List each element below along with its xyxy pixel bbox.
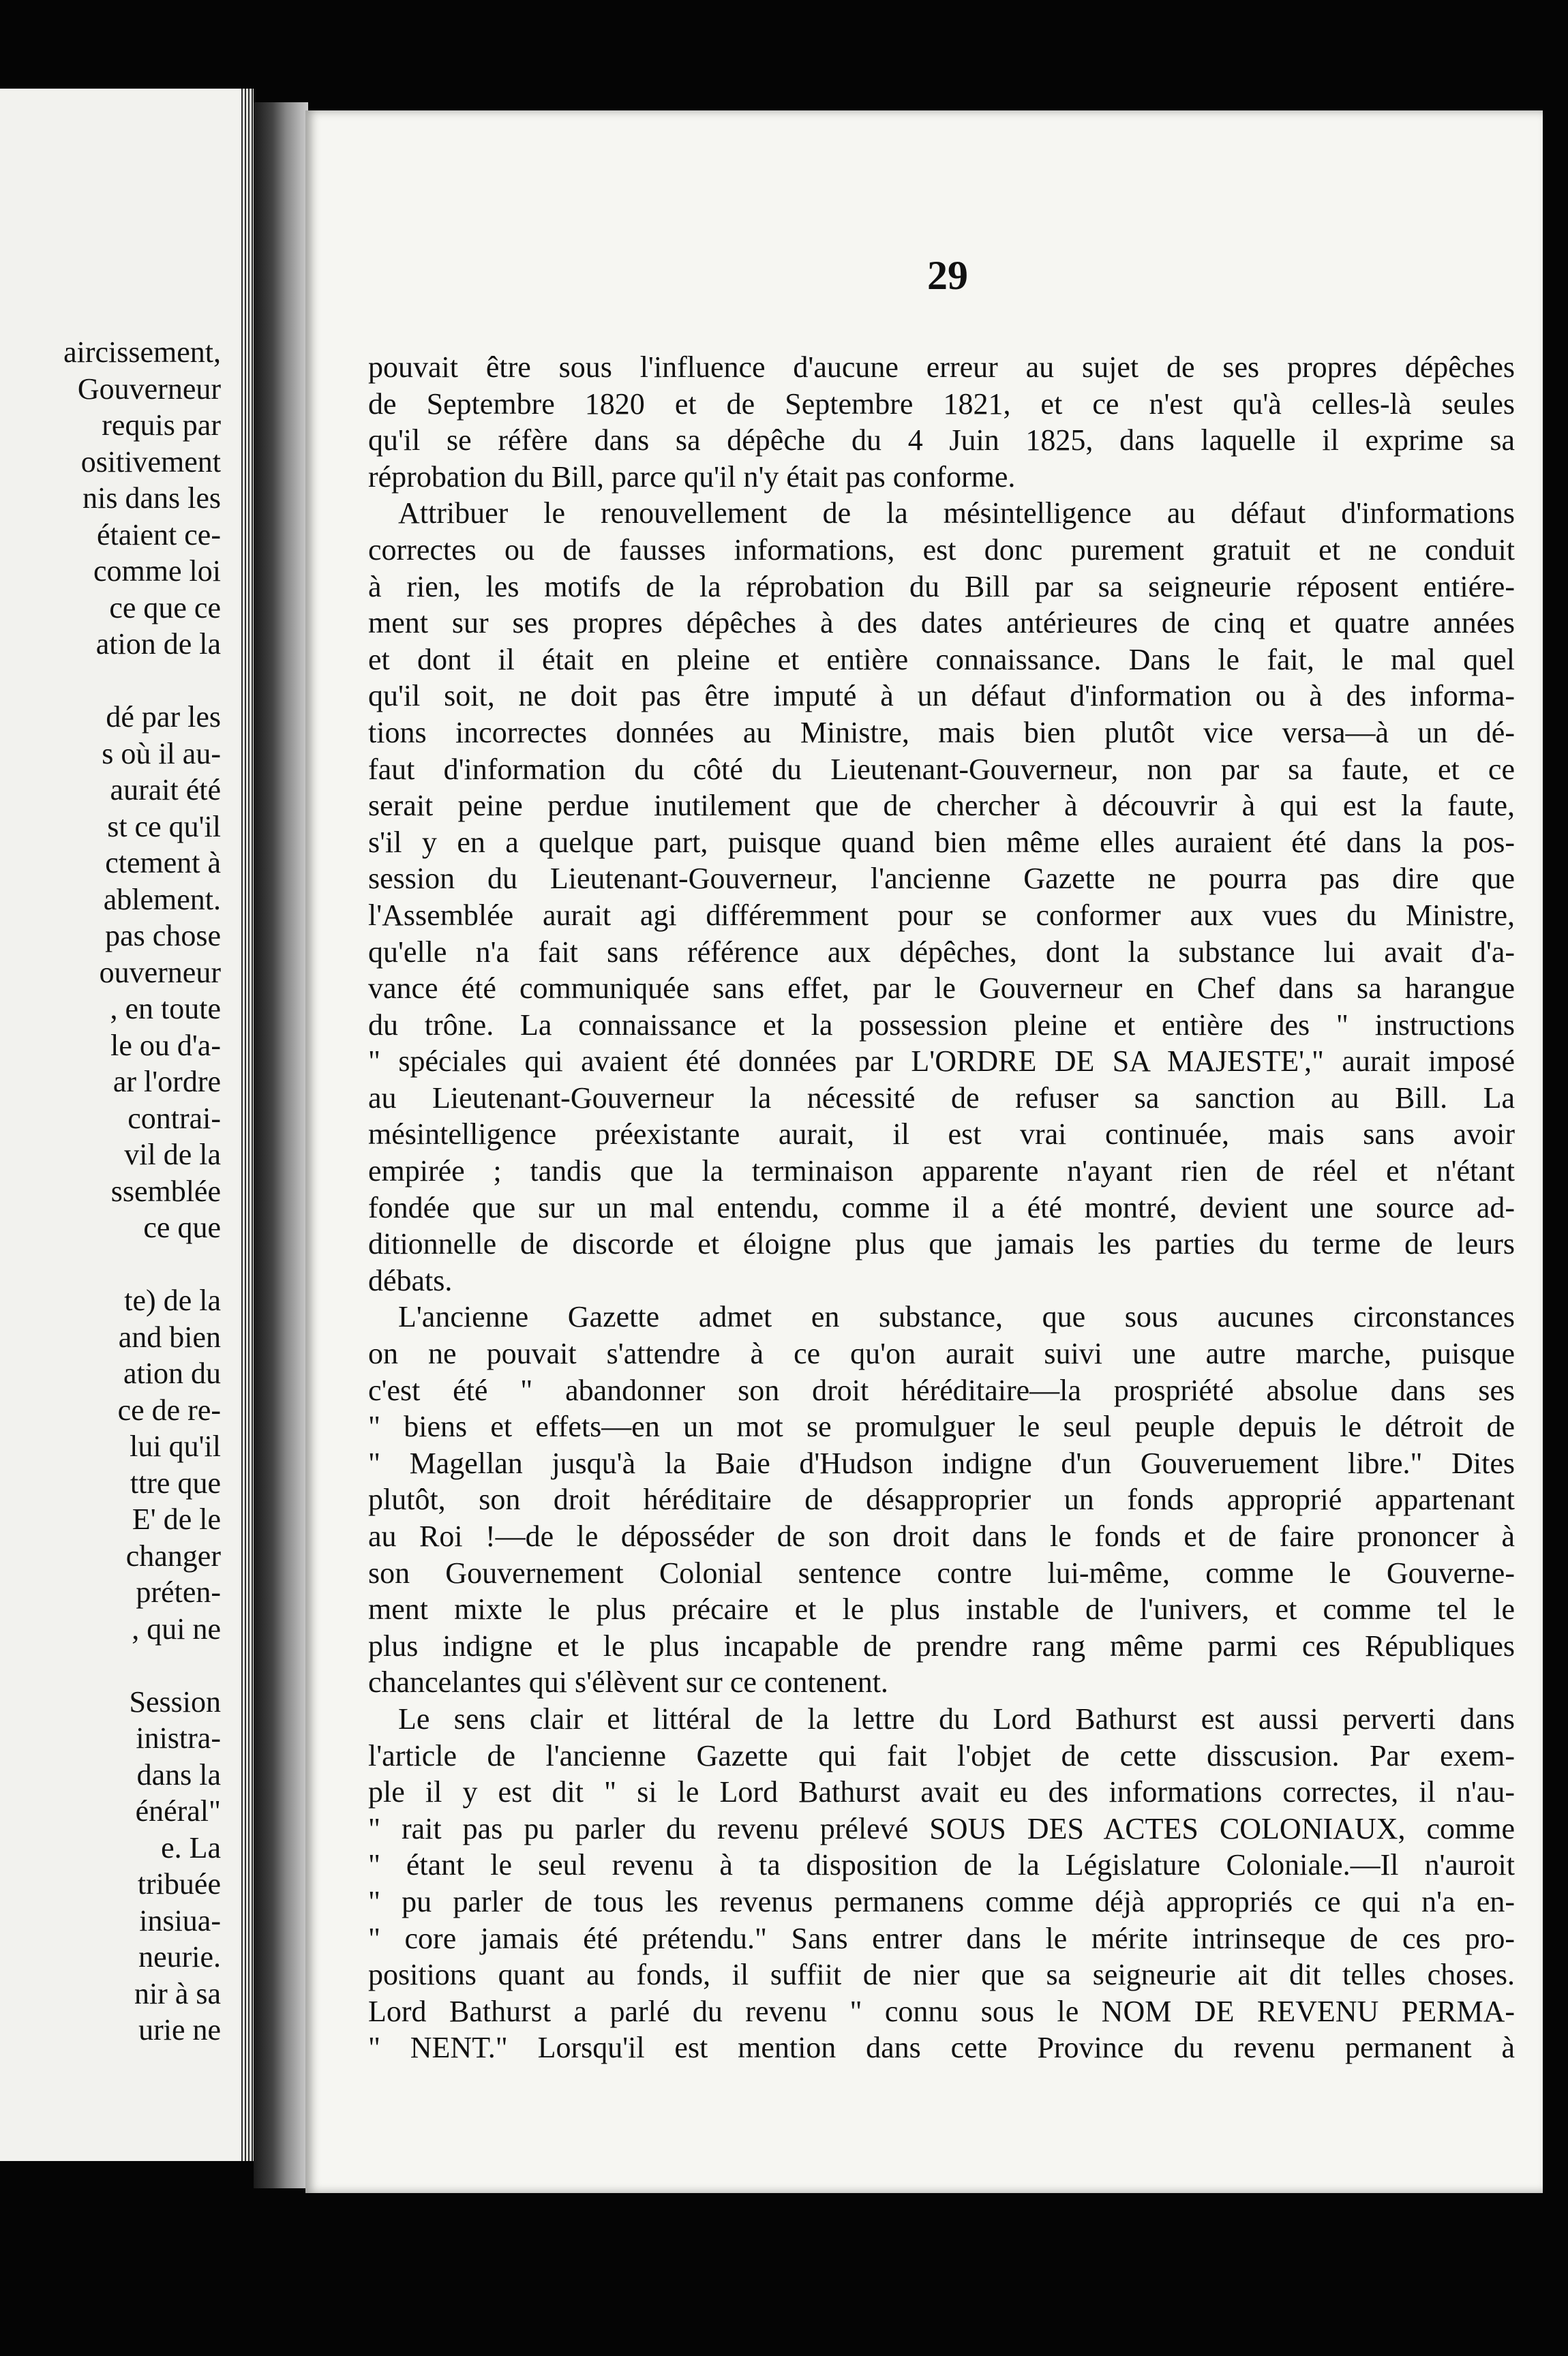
left-page-text	[0, 334, 221, 2049]
text-line: qu'il soit, ne doit pas être imputé à un défaut d'information ou à des informa-	[368, 679, 1515, 713]
left-page-line: vil de la	[124, 1138, 221, 1171]
text-line: " pu parler de tous les revenus permanens comme déjà appropriés ce qui n'a en-	[368, 1884, 1515, 1918]
left-page-line: , qui ne	[132, 1612, 221, 1646]
text-line: débats.	[368, 1263, 453, 1297]
text-line: qu'elle n'a fait sans référence aux dépêches, dont la substance lui avait d'a-	[368, 935, 1515, 969]
left-page-line: ctement à	[105, 846, 221, 879]
left-page-line: étaient ce-	[97, 517, 221, 552]
left-page-line: ouverneur	[99, 955, 221, 989]
text-line: L'ancienne Gazette admet en substance, que sous aucunes circonstances	[398, 1300, 1515, 1334]
left-page-line: ttre que	[130, 1466, 221, 1500]
left-page-line: le ou d'a-	[110, 1028, 221, 1062]
text-line: du trône. La connaissance et la possession pleine et entière des " instructions	[368, 1008, 1515, 1042]
left-page-line: ablement.	[103, 882, 221, 916]
left-page-line: ce que ce	[109, 590, 221, 624]
left-page-line: Session	[129, 1685, 221, 1719]
left-page-line	[0, 663, 221, 699]
page-edge	[241, 89, 254, 2161]
left-page-line: pas chose	[105, 919, 221, 952]
left-page-line: ation de la	[95, 627, 221, 661]
left-page-line: urie ne	[138, 2013, 221, 2047]
text-line: serait peine perdue inutilement que de chercher à découvrir à qui est la faute,	[368, 789, 1515, 823]
left-page-line: ce de re-	[117, 1393, 221, 1427]
text-line: ment sur ses propres dépêches à des dates antérieures de cinq et quatre années	[368, 606, 1515, 640]
text-line: empirée ; tandis que la terminaison apparente n'ayant rien de réel et n'étant	[368, 1154, 1515, 1188]
text-line: de Septembre 1820 et de Septembre 1821, et ce n'est qu'à celles-là seules	[368, 387, 1515, 421]
text-line: ment mixte le plus précaire et le plus instable de l'univers, et comme tel le	[368, 1592, 1515, 1627]
left-page-line: s où il au-	[102, 736, 221, 770]
text-line: ple il y est dit " si le Lord Bathurst avait eu des informations correctes, il n'au-	[368, 1775, 1515, 1809]
left-page-line: , en toute	[110, 992, 221, 1025]
left-page-line: aircissement,	[63, 335, 221, 369]
left-page-line: e. La	[161, 1830, 221, 1864]
page-number: 29	[927, 253, 968, 298]
left-page-line: Gouverneur	[77, 372, 221, 406]
text-line: c'est été " abandonner son droit héréditaire—la prospriété absolue dans ses	[368, 1373, 1515, 1407]
text-line: " NENT." Lorsqu'il est mention dans cette Province du revenu permanent à	[368, 2031, 1515, 2065]
text-line: " biens et effets—en un mot se promulguer le seul peuple depuis le détroit de	[368, 1410, 1515, 1444]
text-line: réprobation du Bill, parce qu'il n'y était pas conforme.	[368, 459, 1016, 494]
left-page-line: ation du	[123, 1357, 221, 1390]
left-page-line: E' de le	[132, 1502, 221, 1536]
text-line: son Gouvernement Colonial sentence contre lui-même, comme le Gouverne-	[368, 1556, 1515, 1590]
text-line: " spéciales qui avaient été données par L'ORDRE DE SA MAJESTE'," aurait imposé	[368, 1044, 1515, 1078]
left-page-line: contrai-	[127, 1101, 221, 1135]
left-page-line: and bien	[118, 1320, 221, 1354]
left-page-line: préten-	[136, 1575, 221, 1609]
left-page-line	[0, 1647, 221, 1684]
left-page-line: énéral"	[135, 1794, 221, 1828]
left-page-line: comme loi	[93, 554, 221, 588]
text-line: mésintelligence préexistante aurait, il est vrai continuée, mais sans avoir	[368, 1117, 1515, 1151]
left-page-line: te) de la	[124, 1284, 221, 1317]
left-page-line	[0, 1246, 221, 1283]
left-page-line: ositivement	[80, 444, 221, 479]
left-page-line: nir à sa	[134, 1976, 221, 2010]
text-line: vance été communiquée sans effet, par le Gouverneur en Chef dans sa harangue	[368, 971, 1515, 1006]
left-page-line: tribuée	[137, 1867, 221, 1901]
left-page-line: changer	[125, 1539, 221, 1573]
book-gutter	[254, 102, 308, 2188]
text-line: pouvait être sous l'influence d'aucune erreur au sujet de ses propres dépêches	[368, 350, 1515, 384]
left-page-line: ssemblée	[110, 1174, 221, 1208]
text-line: " core jamais été prétendu." Sans entrer dans le mérite intrinseque de ces pro-	[368, 1921, 1515, 1955]
text-line: au Roi !—de le déposséder de son droit dans le fonds et de faire prononcer à	[368, 1520, 1515, 1553]
body-text	[368, 349, 1515, 2066]
text-line: l'Assemblée aurait agi différemment pour se conformer aux vues du Ministre,	[368, 898, 1515, 932]
left-page-line: insiua-	[139, 1903, 221, 1937]
text-line: qu'il se réfère dans sa dépêche du 4 Juin 1825, dans laquelle il exprime sa	[368, 423, 1515, 457]
text-line: chancelantes qui s'élèvent sur ce contenent.	[368, 1665, 888, 1700]
left-page-line: requis par	[102, 408, 221, 442]
text-line: plutôt, son droit héréditaire de désapproprier un fonds approprié appartenant	[368, 1483, 1515, 1517]
left-page-line: dé par les	[106, 700, 221, 734]
text-line: s'il y en a quelque part, puisque quand bien même elles auraient été dans la pos-	[368, 825, 1515, 859]
text-line: l'article de l'ancienne Gazette qui fait l'objet de cette disscusion. Par exem-	[368, 1738, 1515, 1772]
text-line: session du Lieutenant-Gouverneur, l'ancienne Gazette ne pourra pas dire que	[368, 862, 1515, 896]
text-line: correctes ou de fausses informations, est donc purement gratuit et ne conduit	[368, 532, 1515, 567]
text-line: " Magellan jusqu'à la Baie d'Hudson indigne d'un Gouveruement libre." Dites	[368, 1446, 1515, 1480]
text-line: " étant le seul revenu à ta disposition de la Législature Coloniale.—Il n'auroit	[368, 1848, 1515, 1882]
text-line: au Lieutenant-Gouverneur la nécessité de refuser sa sanction au Bill. La	[368, 1081, 1515, 1115]
text-line: positions quant au fonds, il suffiit de nier que sa seigneurie ait dit telles choses.	[368, 1958, 1515, 1992]
text-line: Lord Bathurst a parlé du revenu " connu sous le NOM DE REVENU PERMA-	[368, 1994, 1515, 2028]
text-line: ditionnelle de discorde et éloigne plus que jamais les parties du terme de leurs	[368, 1227, 1515, 1261]
text-line: Le sens clair et littéral de la lettre du Lord Bathurst est aussi perverti dans	[398, 1702, 1515, 1736]
text-line: Attribuer le renouvellement de la mésintelligence au défaut d'informations	[398, 496, 1515, 530]
left-page-line: dans la	[136, 1757, 221, 1792]
text-line: et dont il était en pleine et entière connaissance. Dans le fait, le mal quel	[368, 642, 1515, 676]
text-line: plus indigne et le plus incapable de prendre rang même parmi ces Républiques	[368, 1629, 1515, 1663]
text-line: " rait pas pu parler du revenu prélevé SOUS DES ACTES COLONIAUX, comme	[368, 1811, 1515, 1845]
text-line: fondée que sur un mal entendu, comme il a été montré, devient une source ad-	[368, 1190, 1515, 1224]
left-page-line: neurie.	[138, 1940, 221, 1974]
left-page	[0, 89, 254, 2161]
text-line: à rien, les motifs de la réprobation du Bill par sa seigneurie réposent entiére-	[368, 569, 1515, 603]
text-line: on ne pouvait s'attendre à ce qu'on aurait suivi une autre marche, puisque	[368, 1337, 1515, 1371]
left-page-line: inistra-	[136, 1721, 221, 1755]
left-page-line: ce que	[143, 1211, 221, 1244]
left-page-line: lui qu'il	[130, 1430, 221, 1463]
text-line: tions incorrectes données au Ministre, mais bien plutôt vice versa—à un dé-	[368, 715, 1515, 749]
left-page-line: aurait été	[110, 773, 221, 806]
left-page-line: ar l'ordre	[112, 1065, 221, 1098]
left-page-line: st ce qu'il	[107, 809, 221, 843]
left-page-line: nis dans les	[82, 481, 221, 515]
text-line: faut d'information du côté du Lieutenant-Gouverneur, non par sa faute, et ce	[368, 752, 1515, 786]
